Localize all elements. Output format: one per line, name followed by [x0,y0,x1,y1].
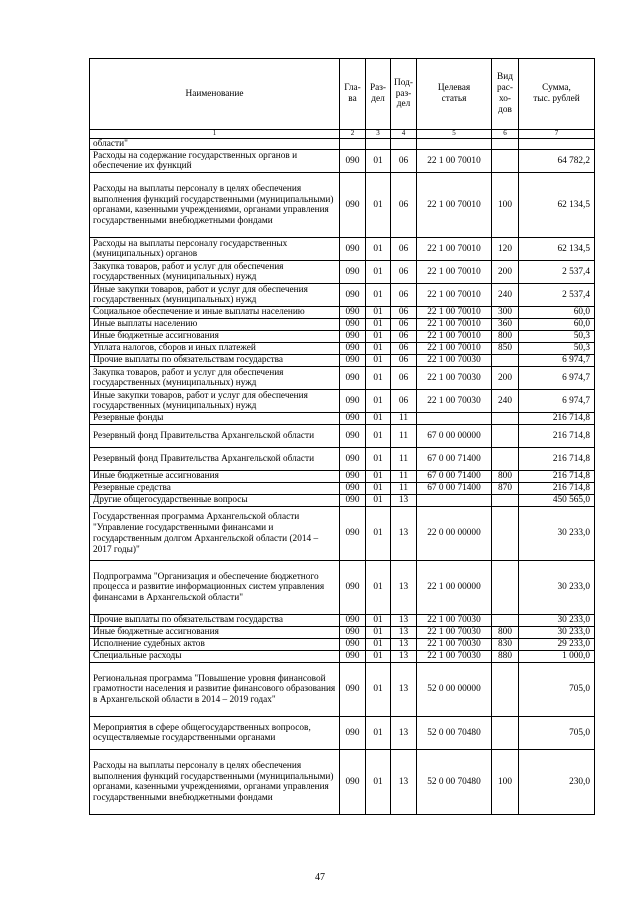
row-razdel: 01 [366,390,391,413]
row-sum: 705,0 [519,663,595,717]
table-row [90,483,595,495]
row-target: 67 0 00 71400 [417,471,492,483]
table-row [90,413,595,425]
row-podrazdel: 06 [391,150,417,173]
row-target: 22 1 00 70010 [417,261,492,284]
row-name: Другие общегосударственные вопросы [90,495,340,507]
header-vid: Вид рас- хо- дов [492,59,519,130]
row-podrazdel: 06 [391,307,417,319]
row-sum: 60,0 [519,319,595,331]
page-number: 47 [315,872,325,883]
row-vid [492,663,519,717]
row-glava: 090 [340,471,366,483]
row-target: 67 0 00 00000 [417,425,492,448]
header-razdel: Раз- дел [366,59,391,130]
row-podrazdel: 13 [391,495,417,507]
row-target [417,495,492,507]
row-name: Закупка товаров, работ и услуг для обеспечения государственных (муниципальных) нужд [90,367,340,390]
colnum: 3 [366,130,391,139]
row-vid [492,507,519,561]
row-name: области" [90,138,340,150]
table-row [90,238,595,261]
row-target: 22 1 00 70010 [417,173,492,238]
row-sum: 216 714,8 [519,448,595,471]
table-row [90,367,595,390]
row-glava: 090 [340,717,366,750]
row-glava: 090 [340,663,366,717]
row-target: 22 1 00 70030 [417,367,492,390]
table-row [90,717,595,750]
row-razdel: 01 [366,261,391,284]
row-vid [492,138,519,150]
row-podrazdel: 06 [391,284,417,307]
row-name: Расходы на выплаты персоналу в целях обеспечения выполнения функций государственными (муниципальными) органами, казенными учреждениями, органами управления государственными внебюджетными фондами [90,750,340,815]
row-name: Резервный фонд Правительства Архангельской области [90,448,340,471]
row-razdel: 01 [366,319,391,331]
row-razdel: 01 [366,717,391,750]
row-razdel: 01 [366,307,391,319]
row-name: Закупка товаров, работ и услуг для обеспечения государственных (муниципальных) нужд [90,261,340,284]
row-name: Расходы на выплаты персоналу государственных (муниципальных) органов [90,238,340,261]
row-sum: 30 233,0 [519,507,595,561]
row-vid: 100 [492,173,519,238]
row-name: Специальные расходы [90,651,340,663]
row-sum: 30 233,0 [519,561,595,615]
row-podrazdel: 13 [391,627,417,639]
row-podrazdel: 06 [391,355,417,367]
table-body [90,138,595,815]
row-glava: 090 [340,750,366,815]
colnum: 2 [340,130,366,139]
row-razdel: 01 [366,367,391,390]
row-vid: 200 [492,367,519,390]
row-podrazdel: 13 [391,507,417,561]
colnum: 7 [519,130,595,139]
row-razdel: 01 [366,150,391,173]
row-sum: 216 714,8 [519,413,595,425]
row-podrazdel: 06 [391,367,417,390]
row-glava: 090 [340,615,366,627]
row-name: Иные закупки товаров, работ и услуг для обеспечения государственных (муниципальных) нужд [90,390,340,413]
row-target: 22 1 00 70030 [417,615,492,627]
row-glava: 090 [340,507,366,561]
table-row [90,448,595,471]
row-glava: 090 [340,413,366,425]
table-row [90,425,595,448]
row-razdel: 01 [366,238,391,261]
row-glava: 090 [340,150,366,173]
row-name: Прочие выплаты по обязательствам государства [90,355,340,367]
row-vid: 100 [492,750,519,815]
row-vid: 240 [492,390,519,413]
row-razdel: 01 [366,173,391,238]
row-razdel: 01 [366,663,391,717]
row-sum: 6 974,7 [519,355,595,367]
row-target: 22 0 00 00000 [417,507,492,561]
row-glava: 090 [340,343,366,355]
table-row [90,615,595,627]
row-glava: 090 [340,627,366,639]
row-razdel: 01 [366,448,391,471]
row-sum [519,138,595,150]
row-razdel: 01 [366,495,391,507]
row-podrazdel: 13 [391,750,417,815]
row-glava: 090 [340,483,366,495]
row-podrazdel: 11 [391,413,417,425]
row-glava: 090 [340,367,366,390]
table-row [90,284,595,307]
row-sum: 30 233,0 [519,627,595,639]
row-razdel: 01 [366,627,391,639]
row-vid: 830 [492,639,519,651]
row-podrazdel: 11 [391,483,417,495]
row-name: Социальное обеспечение и иные выплаты населению [90,307,340,319]
row-sum: 450 565,0 [519,495,595,507]
row-podrazdel: 13 [391,639,417,651]
row-glava: 090 [340,319,366,331]
row-vid: 300 [492,307,519,319]
row-sum: 230,0 [519,750,595,815]
row-name: Уплата налогов, сборов и иных платежей [90,343,340,355]
row-podrazdel: 06 [391,343,417,355]
row-podrazdel: 13 [391,651,417,663]
row-podrazdel: 11 [391,425,417,448]
row-name: Иные закупки товаров, работ и услуг для обеспечения государственных (муниципальных) нужд [90,284,340,307]
row-name: Прочие выплаты по обязательствам государства [90,615,340,627]
row-sum: 216 714,8 [519,425,595,448]
row-razdel: 01 [366,615,391,627]
table-row [90,138,595,150]
row-target: 22 1 00 70030 [417,390,492,413]
row-target: 22 1 00 70010 [417,343,492,355]
row-podrazdel: 06 [391,261,417,284]
row-name: Иные выплаты населению [90,319,340,331]
table-row [90,173,595,238]
row-vid: 360 [492,319,519,331]
row-podrazdel: 13 [391,615,417,627]
row-sum: 50,3 [519,331,595,343]
row-name: Иные бюджетные ассигнования [90,471,340,483]
row-sum: 2 537,4 [519,284,595,307]
row-target [417,413,492,425]
table-row [90,495,595,507]
row-name: Мероприятия в сфере общегосударственных вопросов, осуществляемые государственными органами [90,717,340,750]
header-target: Целевая статья [417,59,492,130]
row-sum: 705,0 [519,717,595,750]
row-vid: 880 [492,651,519,663]
row-podrazdel: 11 [391,471,417,483]
row-podrazdel [391,138,417,150]
row-name: Резервные фонды [90,413,340,425]
row-target: 22 1 00 70010 [417,150,492,173]
row-target: 52 0 00 70480 [417,750,492,815]
row-name: Подпрограмма "Организация и обеспечение бюджетного процесса и развитие информационных систем управления финансами в Архангельской области" [90,561,340,615]
row-razdel: 01 [366,331,391,343]
table-row [90,261,595,284]
row-vid: 120 [492,238,519,261]
table-row [90,331,595,343]
row-target: 22 1 00 70030 [417,355,492,367]
row-vid: 800 [492,331,519,343]
row-sum: 6 974,7 [519,390,595,413]
row-target: 22 1 00 70030 [417,627,492,639]
row-target: 67 0 00 71400 [417,448,492,471]
row-vid [492,495,519,507]
row-target: 67 0 00 71400 [417,483,492,495]
row-razdel: 01 [366,413,391,425]
row-sum: 50,3 [519,343,595,355]
row-target [417,138,492,150]
row-glava: 090 [340,561,366,615]
colnum: 5 [417,130,492,139]
row-razdel: 01 [366,639,391,651]
row-target: 22 1 00 70030 [417,639,492,651]
table-row [90,561,595,615]
row-vid [492,717,519,750]
header-glava: Гла- ва [340,59,366,130]
row-glava: 090 [340,238,366,261]
row-glava: 090 [340,355,366,367]
row-vid: 850 [492,343,519,355]
row-glava: 090 [340,390,366,413]
row-vid [492,355,519,367]
budget-table [89,58,595,815]
row-podrazdel: 11 [391,448,417,471]
row-sum: 2 537,4 [519,261,595,284]
table-row [90,627,595,639]
row-razdel: 01 [366,750,391,815]
row-target: 22 1 00 00000 [417,561,492,615]
row-razdel: 01 [366,343,391,355]
table-row [90,507,595,561]
row-vid: 200 [492,261,519,284]
row-name: Резервные средства [90,483,340,495]
row-sum: 216 714,8 [519,483,595,495]
row-name: Расходы на содержание государственных органов и обеспечение их функций [90,150,340,173]
row-glava: 090 [340,173,366,238]
row-glava: 090 [340,639,366,651]
row-glava [340,138,366,150]
row-glava: 090 [340,307,366,319]
header-podrazdel: Под- раз- дел [391,59,417,130]
table-row [90,390,595,413]
row-razdel: 01 [366,651,391,663]
table-row [90,355,595,367]
header-name: Наименование [90,59,340,130]
row-podrazdel: 06 [391,331,417,343]
colnum: 4 [391,130,417,139]
row-target: 22 1 00 70010 [417,238,492,261]
row-sum: 30 233,0 [519,615,595,627]
row-razdel: 01 [366,284,391,307]
row-razdel: 01 [366,471,391,483]
row-sum: 64 782,2 [519,150,595,173]
table-row [90,663,595,717]
row-glava: 090 [340,495,366,507]
colnum: 1 [90,130,340,139]
row-sum: 62 134,5 [519,173,595,238]
row-vid [492,413,519,425]
row-razdel: 01 [366,483,391,495]
row-podrazdel: 13 [391,561,417,615]
row-target: 52 0 00 00000 [417,663,492,717]
row-sum: 62 134,5 [519,238,595,261]
row-razdel: 01 [366,355,391,367]
row-vid: 870 [492,483,519,495]
table-row [90,639,595,651]
row-razdel: 01 [366,507,391,561]
row-glava: 090 [340,284,366,307]
table-row [90,651,595,663]
row-vid [492,150,519,173]
row-podrazdel: 13 [391,717,417,750]
row-target: 22 1 00 70010 [417,331,492,343]
row-name: Региональная программа "Повышение уровня финансовой грамотности населения и развитие финансового образования в Архангельской области в 2014 – 2019 годах" [90,663,340,717]
row-target: 22 1 00 70010 [417,307,492,319]
header-row [90,59,595,130]
row-name: Государственная программа Архангельской области "Управление государственными финансами и государственным долгом Архангельской области (2014 – 2017 годы)" [90,507,340,561]
row-name: Иные бюджетные ассигнования [90,627,340,639]
row-sum: 6 974,7 [519,367,595,390]
row-razdel: 01 [366,561,391,615]
header-sum: Сумма, тыс. рублей [519,59,595,130]
row-sum: 29 233,0 [519,639,595,651]
row-name: Резервный фонд Правительства Архангельской области [90,425,340,448]
table-row [90,471,595,483]
row-sum: 60,0 [519,307,595,319]
row-vid [492,561,519,615]
row-glava: 090 [340,331,366,343]
row-vid [492,615,519,627]
colnum: 6 [492,130,519,139]
row-vid: 800 [492,627,519,639]
row-target: 22 1 00 70010 [417,319,492,331]
row-podrazdel: 06 [391,390,417,413]
row-target: 22 1 00 70030 [417,651,492,663]
row-podrazdel: 06 [391,173,417,238]
row-sum: 1 000,0 [519,651,595,663]
row-glava: 090 [340,425,366,448]
row-glava: 090 [340,261,366,284]
row-vid: 240 [492,284,519,307]
row-glava: 090 [340,651,366,663]
row-target: 22 1 00 70010 [417,284,492,307]
row-razdel: 01 [366,425,391,448]
row-vid [492,448,519,471]
row-podrazdel: 06 [391,319,417,331]
row-podrazdel: 13 [391,663,417,717]
table-row [90,343,595,355]
table-row [90,750,595,815]
row-vid: 800 [492,471,519,483]
row-name: Иные бюджетные ассигнования [90,331,340,343]
row-glava: 090 [340,448,366,471]
row-name: Расходы на выплаты персоналу в целях обеспечения выполнения функций государственными (муниципальными) органами, казенными учреждениями, органами управления государственными внебюджетными фондами [90,173,340,238]
row-vid [492,425,519,448]
row-name: Исполнение судебных актов [90,639,340,651]
table-row [90,319,595,331]
column-number-row [90,130,595,139]
row-podrazdel: 06 [391,238,417,261]
row-razdel [366,138,391,150]
row-target: 52 0 00 70480 [417,717,492,750]
table-row [90,307,595,319]
table-row [90,150,595,173]
row-sum: 216 714,8 [519,471,595,483]
